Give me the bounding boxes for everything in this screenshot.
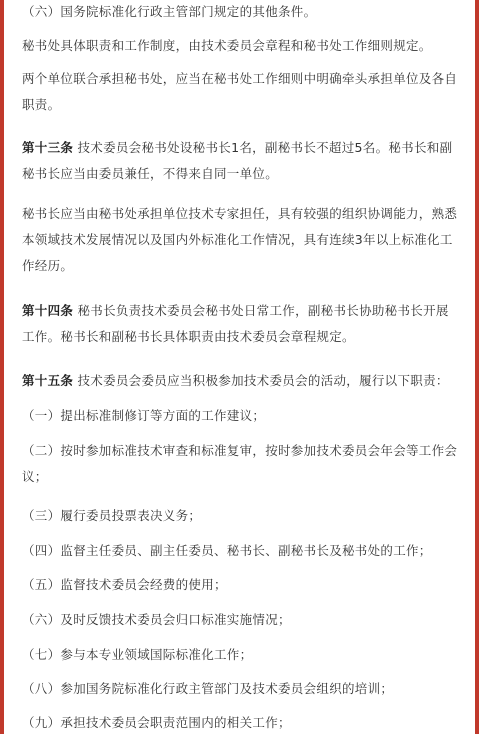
paragraph-text: （五）监督技术委员会经费的使用； — [22, 577, 227, 592]
paragraph-text: 秘书长负责技术委员会秘书处日常工作，副秘书长协助秘书长开展工作。秘书长和副秘书长具体职责由技术委员会章程规定。 — [22, 303, 449, 344]
paragraph-text: 两个单位联合承担秘书处，应当在秘书处工作细则中明确牵头承担单位及各自职责。 — [22, 71, 458, 112]
paragraph-heading: 第十五条 — [22, 373, 74, 388]
paragraph — [22, 642, 252, 668]
paragraph — [22, 676, 393, 702]
paragraph-text: （二）按时参加标准技术审查和标准复审，按时参加技术委员会年会等工作会议； — [22, 443, 458, 484]
paragraph-text: （四）监督主任委员、副主任委员、秘书长、副秘书长及秘书处的工作； — [22, 543, 432, 558]
paragraph-text: 技术委员会秘书处设秘书长1名，副秘书长不超过5名。秘书长和副秘书长应当由委员兼任，不得来自同一单位。 — [22, 140, 453, 181]
paragraph — [22, 503, 201, 529]
paragraph — [22, 607, 291, 633]
paragraph — [22, 201, 460, 279]
paragraph — [22, 135, 460, 187]
paragraph-text: 秘书处具体职责和工作制度，由技术委员会章程和秘书处工作细则规定。 — [22, 38, 432, 53]
left-border-decoration — [0, 0, 4, 734]
paragraph — [22, 572, 227, 598]
paragraph — [22, 33, 432, 59]
paragraph-text: （九）承担技术委员会职责范围内的相关工作； — [22, 715, 291, 730]
paragraph — [22, 66, 460, 118]
paragraph-text: （六）及时反馈技术委员会归口标准实施情况； — [22, 612, 291, 627]
paragraph-text: （八）参加国务院标准化行政主管部门及技术委员会组织的培训； — [22, 681, 394, 696]
paragraph — [22, 0, 316, 25]
paragraph-text: 技术委员会委员应当积极参加技术委员会的活动，履行以下职责： — [73, 373, 449, 388]
paragraph-text: 秘书长应当由秘书处承担单位技术专家担任，具有较强的组织协调能力，熟悉本领域技术发展情况以及国内外标准化工作情况，具有连续3年以上标准化工作经历。 — [22, 206, 458, 273]
paragraph — [22, 710, 291, 736]
paragraph — [22, 403, 265, 429]
paragraph — [22, 368, 460, 394]
paragraph-text: （七）参与本专业领域国际标准化工作； — [22, 647, 253, 662]
paragraph-text: （一）提出标准制修订等方面的工作建议； — [22, 408, 266, 423]
paragraph — [22, 438, 460, 490]
paragraph — [22, 298, 460, 350]
right-border-decoration — [475, 0, 479, 734]
paragraph-text: （三）履行委员投票表决义务； — [22, 508, 202, 523]
paragraph-heading: 第十四条 — [22, 303, 74, 318]
paragraph-heading: 第十三条 — [22, 140, 74, 155]
paragraph-text: （六）国务院标准化行政主管部门规定的其他条件。 — [22, 4, 317, 19]
paragraph — [22, 538, 432, 564]
